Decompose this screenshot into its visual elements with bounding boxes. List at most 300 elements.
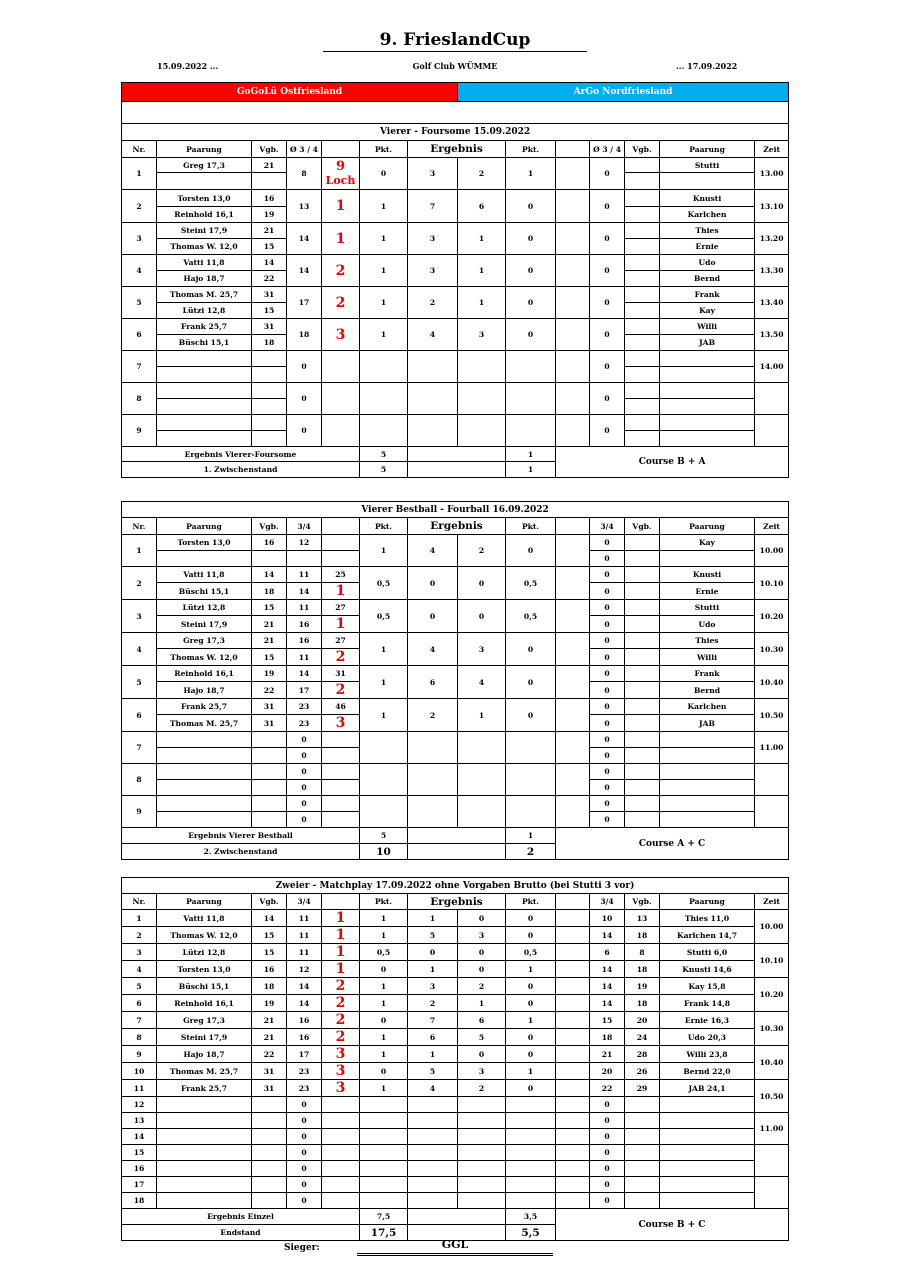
playing-handicap-right: 0	[590, 600, 625, 616]
avg-handicap: 14	[287, 223, 322, 255]
handicap: 15	[252, 600, 287, 616]
result-left	[408, 1113, 458, 1129]
table-row	[122, 633, 789, 649]
handicap: 22	[252, 682, 287, 699]
tee-time	[755, 1145, 789, 1177]
hole-mark	[322, 351, 360, 383]
col-paarung: Paarung	[157, 518, 252, 535]
playing-handicap: 0	[287, 1161, 322, 1177]
points-right	[506, 383, 556, 415]
row-nr: 16	[122, 1161, 157, 1177]
row-nr: 7	[122, 1012, 157, 1029]
table-row	[122, 383, 789, 399]
opponent-name: JAB	[660, 335, 755, 351]
table-row	[122, 910, 789, 927]
table-row	[122, 319, 789, 335]
gap-cell	[556, 1161, 590, 1177]
gap-cell	[556, 190, 590, 223]
player-name	[157, 1193, 252, 1209]
player-name	[157, 551, 252, 567]
row-nr: 6	[122, 699, 157, 732]
opponent-name: Frank	[660, 666, 755, 682]
gap-cell	[556, 1046, 590, 1063]
row-nr: 8	[122, 764, 157, 796]
player-name	[157, 812, 252, 828]
col-ergebnis: Ergebnis	[408, 894, 506, 910]
player-name	[157, 173, 252, 190]
table-row	[122, 995, 789, 1012]
opponent-name: Thies	[660, 633, 755, 649]
result-right: 3	[458, 319, 506, 351]
points-right: 0,5	[506, 944, 556, 961]
playing-handicap-right: 0	[590, 633, 625, 649]
opponent-name: Bernd 22,0	[660, 1063, 755, 1080]
handicap: 18	[252, 978, 287, 995]
row-nr: 6	[122, 995, 157, 1012]
result-right	[458, 796, 506, 828]
playing-handicap: 0	[287, 1129, 322, 1145]
playing-handicap: 14	[287, 583, 322, 600]
player-name: Lützi 12,8	[157, 944, 252, 961]
table-row	[122, 1046, 789, 1063]
playing-handicap-right: 0	[590, 1193, 625, 1209]
playing-handicap: 12	[287, 535, 322, 551]
points-left: 0	[360, 1063, 408, 1080]
handicap-right	[625, 715, 660, 732]
hole-mark: 1	[322, 944, 360, 961]
row-nr: 2	[122, 567, 157, 600]
col-hcp: 3/4	[287, 894, 322, 910]
result-left	[408, 732, 458, 764]
row-nr: 11	[122, 1080, 157, 1097]
handicap: 15	[252, 649, 287, 666]
handicap-sum	[322, 764, 360, 780]
opponent-name	[660, 796, 755, 812]
points-left	[360, 732, 408, 764]
result-right	[458, 1129, 506, 1145]
result-right: 1	[458, 287, 506, 319]
table-row	[122, 1129, 789, 1145]
table-row	[122, 1012, 789, 1029]
handicap	[252, 351, 287, 367]
result-right	[458, 1177, 506, 1193]
handicap-right	[625, 431, 660, 447]
result-right: 2	[458, 535, 506, 567]
player-name: Steini 17,9	[157, 1029, 252, 1046]
points-left: 1	[360, 190, 408, 223]
result-left: 6	[408, 1029, 458, 1046]
points-right	[506, 351, 556, 383]
handicap: 22	[252, 271, 287, 287]
row-nr: 9	[122, 415, 157, 447]
total-left: 7,5	[360, 1209, 408, 1225]
hole-mark	[322, 1097, 360, 1113]
playing-handicap-right: 14	[590, 995, 625, 1012]
playing-handicap: 14	[287, 995, 322, 1012]
player-name: Greg 17,3	[157, 1012, 252, 1029]
table-row	[122, 600, 789, 616]
points-right	[506, 796, 556, 828]
gap-cell	[556, 255, 590, 287]
team-right-header: ArGo Nordfriesland	[458, 83, 789, 102]
tee-time: 10.10	[755, 944, 789, 978]
winner-value: GGL	[357, 1238, 553, 1256]
handicap-right: 13	[625, 910, 660, 927]
col-mark	[322, 141, 360, 158]
handicap	[252, 551, 287, 567]
playing-handicap: 14	[287, 666, 322, 682]
handicap	[252, 812, 287, 828]
handicap-sum: 25	[322, 567, 360, 583]
playing-handicap: 11	[287, 910, 322, 927]
hole-mark: 1	[322, 616, 360, 633]
gap-cell	[556, 1063, 590, 1080]
col-pkt: Pkt.	[360, 894, 408, 910]
player-name: Thomas W. 12,0	[157, 649, 252, 666]
opponent-name	[660, 1193, 755, 1209]
player-name	[157, 764, 252, 780]
handicap-right	[625, 287, 660, 303]
date-start: 15.09.2022 ...	[157, 61, 219, 71]
points-left: 1	[360, 319, 408, 351]
gap-cell	[556, 1177, 590, 1193]
opponent-name: Kay	[660, 303, 755, 319]
points-right: 0	[506, 223, 556, 255]
result-right: 6	[458, 190, 506, 223]
team-left-header: GoGoLü Ostfriesland	[122, 83, 458, 102]
row-nr: 12	[122, 1097, 157, 1113]
table-row	[122, 1097, 789, 1113]
col-mark	[322, 894, 360, 910]
hole-mark: 3	[322, 1080, 360, 1097]
playing-handicap: 23	[287, 699, 322, 715]
table-row	[122, 732, 789, 748]
col-hcp2: 3/4	[590, 518, 625, 535]
points-right	[506, 1129, 556, 1145]
points-right: 0	[506, 927, 556, 944]
playing-handicap: 0	[287, 764, 322, 780]
playing-handicap-right: 0	[590, 812, 625, 828]
points-left: 0	[360, 158, 408, 190]
handicap: 14	[252, 255, 287, 271]
interim-gap	[408, 844, 506, 860]
result-left	[408, 764, 458, 796]
avg-handicap: 18	[287, 319, 322, 351]
opponent-name: Ernie	[660, 239, 755, 255]
gap-cell	[556, 223, 590, 255]
handicap-right	[625, 351, 660, 367]
result-left: 4	[408, 1080, 458, 1097]
result-left	[408, 383, 458, 415]
hole-mark: 1	[322, 910, 360, 927]
result-left: 2	[408, 287, 458, 319]
handicap	[252, 1193, 287, 1209]
handicap-right	[625, 1129, 660, 1145]
opponent-name: Thies	[660, 223, 755, 239]
result-left: 2	[408, 699, 458, 732]
opponent-name: Stutti	[660, 600, 755, 616]
points-right	[506, 1145, 556, 1161]
opponent-name: Knusti	[660, 567, 755, 583]
handicap	[252, 173, 287, 190]
playing-handicap: 17	[287, 682, 322, 699]
final-label: Endstand	[122, 1225, 360, 1241]
playing-handicap: 17	[287, 1046, 322, 1063]
points-right	[506, 1193, 556, 1209]
tee-time: 13.50	[755, 319, 789, 351]
handicap: 31	[252, 715, 287, 732]
player-name: Hajo 18,7	[157, 271, 252, 287]
row-nr: 6	[122, 319, 157, 351]
result-left	[408, 1161, 458, 1177]
points-left: 1	[360, 633, 408, 666]
final-left: 17,5	[360, 1225, 408, 1241]
handicap: 15	[252, 239, 287, 255]
handicap-right	[625, 303, 660, 319]
result-left: 6	[408, 666, 458, 699]
handicap-right	[625, 223, 660, 239]
hole-mark: 2	[322, 649, 360, 666]
col-gap	[556, 518, 590, 535]
opponent-name	[660, 173, 755, 190]
handicap: 31	[252, 287, 287, 303]
points-right: 1	[506, 1012, 556, 1029]
handicap	[252, 367, 287, 383]
opponent-name: Karlchen 14,7	[660, 927, 755, 944]
gap-cell	[556, 567, 590, 600]
fourball-table	[121, 501, 789, 860]
row-nr: 3	[122, 223, 157, 255]
result-right: 0	[458, 910, 506, 927]
result-right: 2	[458, 158, 506, 190]
row-nr: 9	[122, 796, 157, 828]
result-right	[458, 1097, 506, 1113]
hole-mark: 3	[322, 1063, 360, 1080]
row-nr: 4	[122, 255, 157, 287]
playing-handicap: 16	[287, 633, 322, 649]
tee-time: 10.50	[755, 699, 789, 732]
points-right: 1	[506, 1063, 556, 1080]
col-pkt: Pkt.	[360, 141, 408, 158]
points-right	[506, 1097, 556, 1113]
result-right	[458, 383, 506, 415]
table-row	[122, 1080, 789, 1097]
points-right	[506, 415, 556, 447]
player-name: Hajo 18,7	[157, 1046, 252, 1063]
gap-cell	[556, 1097, 590, 1113]
playing-handicap-right: 22	[590, 1080, 625, 1097]
playing-handicap-right: 0	[590, 748, 625, 764]
gap-cell	[556, 600, 590, 633]
playing-handicap-right: 0	[590, 1177, 625, 1193]
player-name	[157, 748, 252, 764]
handicap-right	[625, 383, 660, 399]
hole-mark: 2	[322, 1012, 360, 1029]
table-row	[122, 1177, 789, 1193]
handicap: 15	[252, 944, 287, 961]
hole-mark	[322, 1145, 360, 1161]
handicap-right	[625, 1193, 660, 1209]
result-right: 0	[458, 600, 506, 633]
handicap: 16	[252, 535, 287, 551]
course-label: Course B + C	[556, 1209, 789, 1241]
result-left: 3	[408, 978, 458, 995]
hole-mark: 2	[322, 287, 360, 319]
handicap	[252, 1113, 287, 1129]
course-label: Course A + C	[556, 828, 789, 860]
points-right	[506, 764, 556, 796]
points-left: 0,5	[360, 567, 408, 600]
player-name: Lützi 12,8	[157, 303, 252, 319]
playing-handicap-right: 0	[590, 551, 625, 567]
avg-handicap-right: 0	[590, 255, 625, 287]
hole-unit: Loch	[325, 173, 356, 187]
interim-label: 2. Zwischenstand	[122, 844, 360, 860]
opponent-name: Frank	[660, 287, 755, 303]
points-right: 0	[506, 190, 556, 223]
hole-mark: 3	[322, 715, 360, 732]
points-left	[360, 415, 408, 447]
tee-time: 10.30	[755, 1012, 789, 1046]
handicap-right	[625, 616, 660, 633]
gap-cell	[556, 1080, 590, 1097]
gap-cell	[556, 319, 590, 351]
col-vgb: Vgb.	[252, 894, 287, 910]
handicap-sum: 31	[322, 666, 360, 682]
handicap: 21	[252, 158, 287, 173]
handicap	[252, 383, 287, 399]
player-name: Lützi 12,8	[157, 600, 252, 616]
player-name: Reinhold 16,1	[157, 207, 252, 223]
avg-handicap-right: 0	[590, 351, 625, 383]
tee-time: 13.40	[755, 287, 789, 319]
player-name: Torsten 13,0	[157, 190, 252, 207]
result-right: 1	[458, 995, 506, 1012]
result-right: 1	[458, 699, 506, 732]
handicap-sum: 27	[322, 633, 360, 649]
col-pkt2: Pkt.	[506, 141, 556, 158]
handicap-right: 20	[625, 1012, 660, 1029]
avg-handicap: 0	[287, 383, 322, 415]
result-right	[458, 415, 506, 447]
col-zeit: Zeit	[755, 894, 789, 910]
handicap-right	[625, 764, 660, 780]
handicap-right	[625, 271, 660, 287]
handicap: 14	[252, 910, 287, 927]
col-vgb2: Vgb.	[625, 894, 660, 910]
handicap-right: 24	[625, 1029, 660, 1046]
row-nr: 13	[122, 1113, 157, 1129]
opponent-name	[660, 764, 755, 780]
table-row	[122, 1029, 789, 1046]
handicap-right	[625, 780, 660, 796]
handicap-right: 18	[625, 995, 660, 1012]
result-left	[408, 351, 458, 383]
handicap	[252, 1145, 287, 1161]
hole-mark: 1	[322, 190, 360, 223]
opponent-name	[660, 431, 755, 447]
result-left: 7	[408, 190, 458, 223]
handicap-right	[625, 748, 660, 764]
handicap-right: 18	[625, 961, 660, 978]
playing-handicap: 16	[287, 616, 322, 633]
points-right: 0	[506, 910, 556, 927]
hole-mark: 1	[322, 223, 360, 255]
handicap-right: 8	[625, 944, 660, 961]
points-left	[360, 383, 408, 415]
total-gap	[408, 1209, 506, 1225]
playing-handicap-right: 0	[590, 715, 625, 732]
col-zeit: Zeit	[755, 141, 789, 158]
result-left: 4	[408, 319, 458, 351]
handicap-right	[625, 796, 660, 812]
points-right: 0	[506, 995, 556, 1012]
points-right: 0	[506, 633, 556, 666]
points-left	[360, 1177, 408, 1193]
player-name: Büschi 15,1	[157, 335, 252, 351]
total-left: 5	[360, 447, 408, 462]
section-title: Vierer Bestball - Fourball 16.09.2022	[122, 502, 789, 518]
handicap: 21	[252, 1029, 287, 1046]
player-name	[157, 367, 252, 383]
player-name	[157, 383, 252, 399]
points-left: 0	[360, 961, 408, 978]
tee-time: 13.20	[755, 223, 789, 255]
col-paarung2: Paarung	[660, 518, 755, 535]
playing-handicap: 0	[287, 1177, 322, 1193]
playing-handicap: 0	[287, 1145, 322, 1161]
col-ergebnis: Ergebnis	[408, 518, 506, 535]
result-left: 0	[408, 567, 458, 600]
handicap-right	[625, 732, 660, 748]
player-name: Reinhold 16,1	[157, 995, 252, 1012]
hole-mark: 1	[322, 961, 360, 978]
points-right: 0	[506, 535, 556, 567]
points-left	[360, 1161, 408, 1177]
opponent-name	[660, 367, 755, 383]
hole-mark: 2	[322, 255, 360, 287]
handicap-right	[625, 1113, 660, 1129]
player-name: Büschi 15,1	[157, 583, 252, 600]
opponent-name	[660, 1097, 755, 1113]
handicap-right	[625, 173, 660, 190]
foursome-table	[121, 82, 789, 478]
row-nr: 17	[122, 1177, 157, 1193]
points-right: 0	[506, 319, 556, 351]
gap-cell	[556, 1012, 590, 1029]
interim-label: 1. Zwischenstand	[122, 462, 360, 478]
gap-cell	[556, 764, 590, 796]
total-label: Ergebnis Einzel	[122, 1209, 360, 1225]
table-row	[122, 978, 789, 995]
result-left	[408, 1193, 458, 1209]
tee-time: 10.20	[755, 978, 789, 1012]
avg-handicap-right: 0	[590, 415, 625, 447]
points-right	[506, 1113, 556, 1129]
playing-handicap: 0	[287, 780, 322, 796]
handicap-right: 29	[625, 1080, 660, 1097]
tee-time	[755, 796, 789, 828]
opponent-name	[660, 812, 755, 828]
handicap: 31	[252, 1063, 287, 1080]
avg-handicap: 8	[287, 158, 322, 190]
handicap	[252, 1161, 287, 1177]
col-pkt: Pkt.	[360, 518, 408, 535]
player-name: Büschi 15,1	[157, 978, 252, 995]
playing-handicap: 16	[287, 1029, 322, 1046]
handicap: 19	[252, 995, 287, 1012]
handicap-right	[625, 335, 660, 351]
